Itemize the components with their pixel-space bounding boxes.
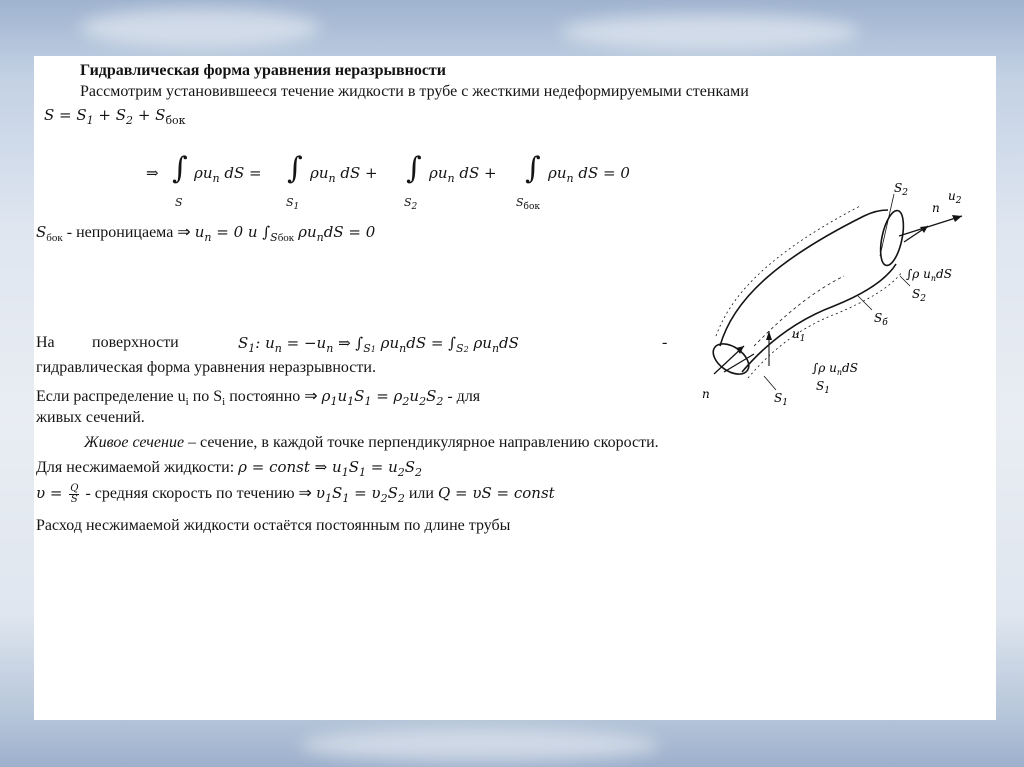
intro-text: Рассмотрим установившееся течение жидкости в трубе с жесткими недеформируемыми стенками: [80, 83, 749, 100]
integrand: $\rho u_n$ dS = 0: [548, 164, 630, 185]
integrand: $\rho u_n$ dS +: [429, 164, 497, 185]
slide-content: [34, 56, 996, 720]
integrand: $\rho u_n$ dS +: [310, 164, 378, 185]
label-s2-lower: $S_2$: [912, 287, 926, 304]
definition-line: Живое сечение – сечение, в каждой точке перпендикулярное направлению скорости.: [84, 434, 659, 451]
integral-sign: ∫: [406, 151, 422, 186]
background-cloud: [80, 8, 320, 48]
integral-sign: ∫: [287, 151, 303, 186]
slide-title: Гидравлическая форма уравнения неразрывности: [80, 62, 447, 79]
living-sections-line: живых сечений.: [36, 409, 145, 426]
label-int-bottom: ∫ρ $u_ndS$: [812, 361, 858, 377]
label-s2-top: $S_2$: [894, 181, 908, 198]
background-cloud: [300, 728, 660, 762]
label-u1: $u_1$: [792, 327, 806, 344]
incompressible-line: Для несжимаемой жидкости: ρ = const ⇒ $u_1S_1 = u_2S_2$: [36, 458, 423, 479]
pipe-flow-figure: [694, 176, 964, 406]
label-sb: $S_б$: [874, 311, 888, 328]
label-n-bottom: n: [702, 387, 710, 401]
label-s1-lower: $S_1$: [816, 379, 830, 396]
label-n-top: n: [932, 201, 940, 215]
impermeable-line: $S_{бок}$ - непроницаема ⇒ $u_n = 0$ и $\int_{Sбок}$ $\rho u_ndS = 0$: [36, 223, 376, 244]
label-int-top: ∫ρ $u_ndS$: [906, 267, 952, 283]
integral-limit: $S_1$: [286, 196, 300, 212]
integral-limit: $S_2$: [404, 196, 418, 212]
hydraulic-form-line: гидравлическая форма уравнения неразрывности.: [36, 359, 376, 376]
conclusion-line: Расход несжимаемой жидкости остаётся постоянным по длине трубы: [36, 517, 511, 534]
integral-sign: ∫: [172, 151, 188, 186]
background-cloud: [560, 14, 860, 50]
integral-limit: $S_{бок}$: [516, 196, 541, 212]
label-u2: $u_2$: [948, 189, 962, 206]
distribution-line: Если распределение $u_i$ по $S_i$ постоянно ⇒ $\rho_1u_1S_1 = \rho_2u_2S_2$ - для: [36, 387, 481, 408]
integral-limit: S: [175, 196, 183, 209]
fraction-q-over-s: $\frac{Q}{S}$: [70, 483, 79, 505]
label-s1: $S_1$: [774, 391, 788, 406]
surface-line: На поверхности $S_1$: $u_n = -u_n$ ⇒ $\int_{S1}$ $\rho u_ndS = \int_{S2}$ $\rho u_ndS$ -: [36, 334, 668, 355]
area-equation: $S = S_1 + S_2 + S_{бок}$: [44, 106, 186, 127]
velocity-line: υ = $\frac{Q}{S}$ - средняя скорость по течению ⇒ $\upsilon_1S_1 = \upsilon_2S_2$ или Q = υS = const: [36, 483, 555, 506]
integrand: $\rho u_n$ dS =: [194, 164, 262, 185]
integral-sign: ∫: [525, 151, 541, 186]
implies-symbol: ⇒: [146, 164, 159, 182]
